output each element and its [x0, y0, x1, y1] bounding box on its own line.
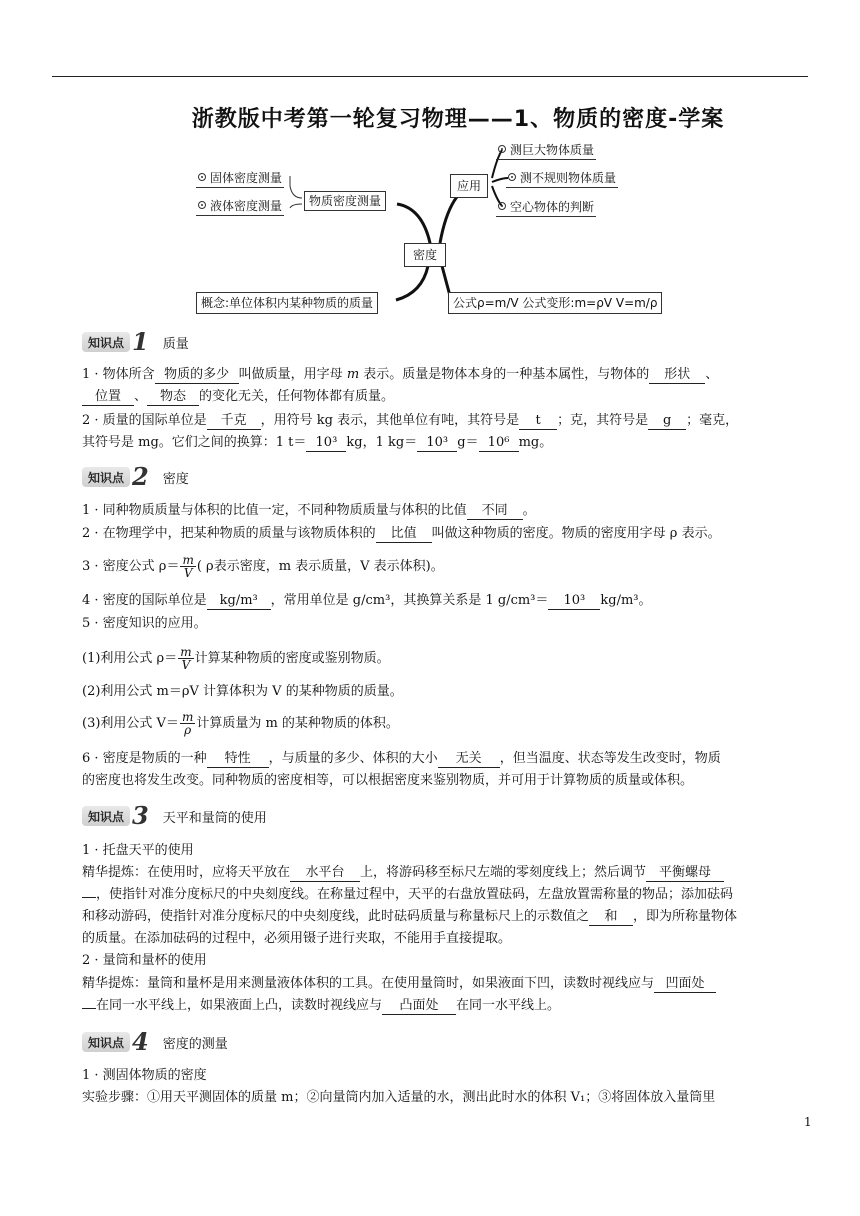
formula-fraction: $\frac{m}{\rho}$ — [181, 710, 194, 737]
kp2-item-5: 5 · 密度知识的应用。 — [82, 616, 207, 631]
blank: 10³ — [306, 435, 346, 452]
kp2-item-6: 6 · 密度是物质的一种 特性 ，与质量的多少、体积的大小 无关 ，但当温度、状态等发生改变时，物质 的密度也将发生改变。同种物质的密度相等，可以根据密度来鉴别物质，并可用于计算物质的质量或体积。 — [82, 751, 721, 788]
blank: g — [648, 413, 686, 430]
kp3-item-1: 精华提炼：在使用时，应将天平放在 水平台 上，将游码移至标尺左端的零刻度线上；然后调节 平衡螺母 ，使指针对准分度标尺的中央刻度线。在称量过程中，天平的右盘放置砝码，左盘放置需称量的物品；添加砝码 和移动游码，使指针对准分度标尺的中央刻度线，此时砝码质量与称量标尺上的示数值之 和 ，即为所称量物体 的质量。在添加砝码的过程中，必须用镊子进行夹取，不能用手直接提取。 — [82, 865, 738, 946]
blank: 特性 — [207, 751, 269, 768]
kp2-item-4: 4 · 密度的国际单位是 kg/m³ ，常用单位是 g/cm³，其换算关系是 1 g/cm³＝ 10³ kg/m³。 — [82, 593, 652, 608]
knowledge-point-2 — [82, 462, 189, 491]
mind-map — [192, 138, 672, 320]
mindmap-node-measure: 物质密度测量 — [304, 191, 386, 211]
blank: 凹面处 — [654, 976, 716, 993]
kp-number: 2 — [132, 462, 149, 491]
mindmap-formula: 公式ρ=m/V 公式变形:m=ρV V=m/ρ — [448, 292, 662, 314]
blank: 千克 — [207, 413, 261, 430]
blank: kg/m³ — [207, 593, 271, 610]
blank: 10⁶ — [479, 435, 519, 452]
kp3-heading-2: 2 · 量筒和量杯的使用 — [82, 953, 207, 968]
kp4-heading-1: 1 · 测固体物质的密度 — [82, 1068, 207, 1083]
mindmap-leaf-solid: 固体密度测量 — [196, 169, 284, 188]
mindmap-leaf-irregular: 测不规则物体质量 — [506, 169, 618, 188]
kp2-item-2: 2 · 在物理学中，把某种物质的质量与该物质体积的 比值 叫做这种物质的密度。物质的密度用字母 ρ 表示。 — [82, 526, 721, 541]
formula-fraction: $\frac{m}{V}$ — [180, 645, 192, 672]
mindmap-center: 密度 — [404, 243, 446, 267]
kp2-item-5-1: (1)利用公式 ρ＝ $\frac{m}{V}$ 计算某种物质的密度或鉴别物质。 — [82, 645, 390, 672]
blank: 比值 — [376, 526, 432, 543]
knowledge-point-3 — [82, 801, 267, 830]
kp-number: 1 — [132, 327, 149, 356]
blank — [82, 1008, 96, 1009]
mindmap-concept: 概念:单位体积内某种物质的质量 — [196, 292, 378, 314]
kp2-item-1: 1 · 同种物质质量与体积的比值一定，不同种物质质量与体积的比值 不同 。 — [82, 503, 536, 518]
kp1-item-2: 2 · 质量的国际单位是 千克 ，用符号 kg 表示，其他单位有吨，其符号是 t ；克，其符号是 g ；毫克， 其符号是 mg。它们之间的换算：1 t＝ 10³ kg，1 kg＝ 10³ g＝ 10⁶ mg。 — [82, 413, 739, 450]
mindmap-node-apply: 应用 — [450, 174, 488, 198]
kp2-item-3: 3 · 密度公式 ρ＝ $\frac{m}{V}$ ( ρ表示密度，m 表示质量，V 表示体积)。 — [82, 553, 444, 580]
blank: 形状 — [649, 367, 705, 384]
blank: 不同 — [467, 503, 523, 520]
knowledge-point-4 — [82, 1027, 228, 1056]
kp-badge: 知识点 — [82, 467, 130, 487]
mindmap-leaf-hollow: 空心物体的判断 — [496, 198, 596, 217]
blank: 位置 — [82, 389, 134, 406]
mindmap-leaf-liquid: 液体密度测量 — [196, 197, 284, 216]
kp-number: 4 — [132, 1027, 149, 1056]
header-rule — [52, 76, 808, 77]
kp4-item-1: 实验步骤：①用天平测固体的质量 m；②向量筒内加入适量的水，测出此时水的体积 V₁；③将固体放入量筒里 — [82, 1090, 716, 1105]
mindmap-leaf-huge: 测巨大物体质量 — [496, 141, 596, 160]
formula-fraction: $\frac{m}{V}$ — [182, 553, 194, 580]
blank: 无关 — [438, 751, 500, 768]
blank: 10³ — [417, 435, 457, 452]
blank: 凸面处 — [382, 998, 456, 1015]
blank: 平衡螺母 — [646, 865, 724, 882]
page-number: 1 — [804, 1115, 812, 1129]
kp-badge: 知识点 — [82, 806, 130, 826]
kp-number: 3 — [132, 801, 149, 830]
blank — [82, 897, 96, 898]
kp-title: 密度 — [162, 471, 189, 487]
blank: 和 — [589, 909, 633, 926]
page-title: 浙教版中考第一轮复习物理——1、物质的密度-学案 — [191, 107, 725, 132]
kp1-item-1: 1 · 物体所含 物质的多少 叫做质量，用字母 m 表示。质量是物体本身的一种基本属性，与物体的 形状 、 位置 、 物态 的变化无关，任何物体都有质量。 — [82, 367, 719, 404]
kp2-item-5-3: (3)利用公式 V＝ $\frac{m}{\rho}$ 计算质量为 m 的某种物质的体积。 — [82, 710, 399, 737]
kp3-heading-1: 1 · 托盘天平的使用 — [82, 843, 194, 858]
blank: 物质的多少 — [155, 367, 239, 384]
blank: 水平台 — [290, 865, 360, 882]
kp-badge: 知识点 — [82, 1032, 130, 1052]
kp2-item-5-2: (2)利用公式 m＝ρV 计算体积为 V 的某种物质的质量。 — [82, 684, 403, 699]
kp-title: 质量 — [162, 336, 189, 352]
knowledge-point-1 — [82, 327, 189, 356]
blank: t — [519, 413, 557, 430]
blank: 物态 — [147, 389, 199, 406]
kp-title: 天平和量筒的使用 — [162, 810, 267, 826]
kp3-item-2: 精华提炼：量筒和量杯是用来测量液体体积的工具。在使用量筒时，如果液面下凹，读数时视线应与 凹面处 在同一水平线上，如果液面上凸，读数时视线应与 凸面处 在同一水平线上。 — [82, 973, 810, 1017]
blank: 10³ — [548, 593, 600, 610]
kp-badge: 知识点 — [82, 332, 130, 352]
kp-title: 密度的测量 — [162, 1036, 228, 1052]
